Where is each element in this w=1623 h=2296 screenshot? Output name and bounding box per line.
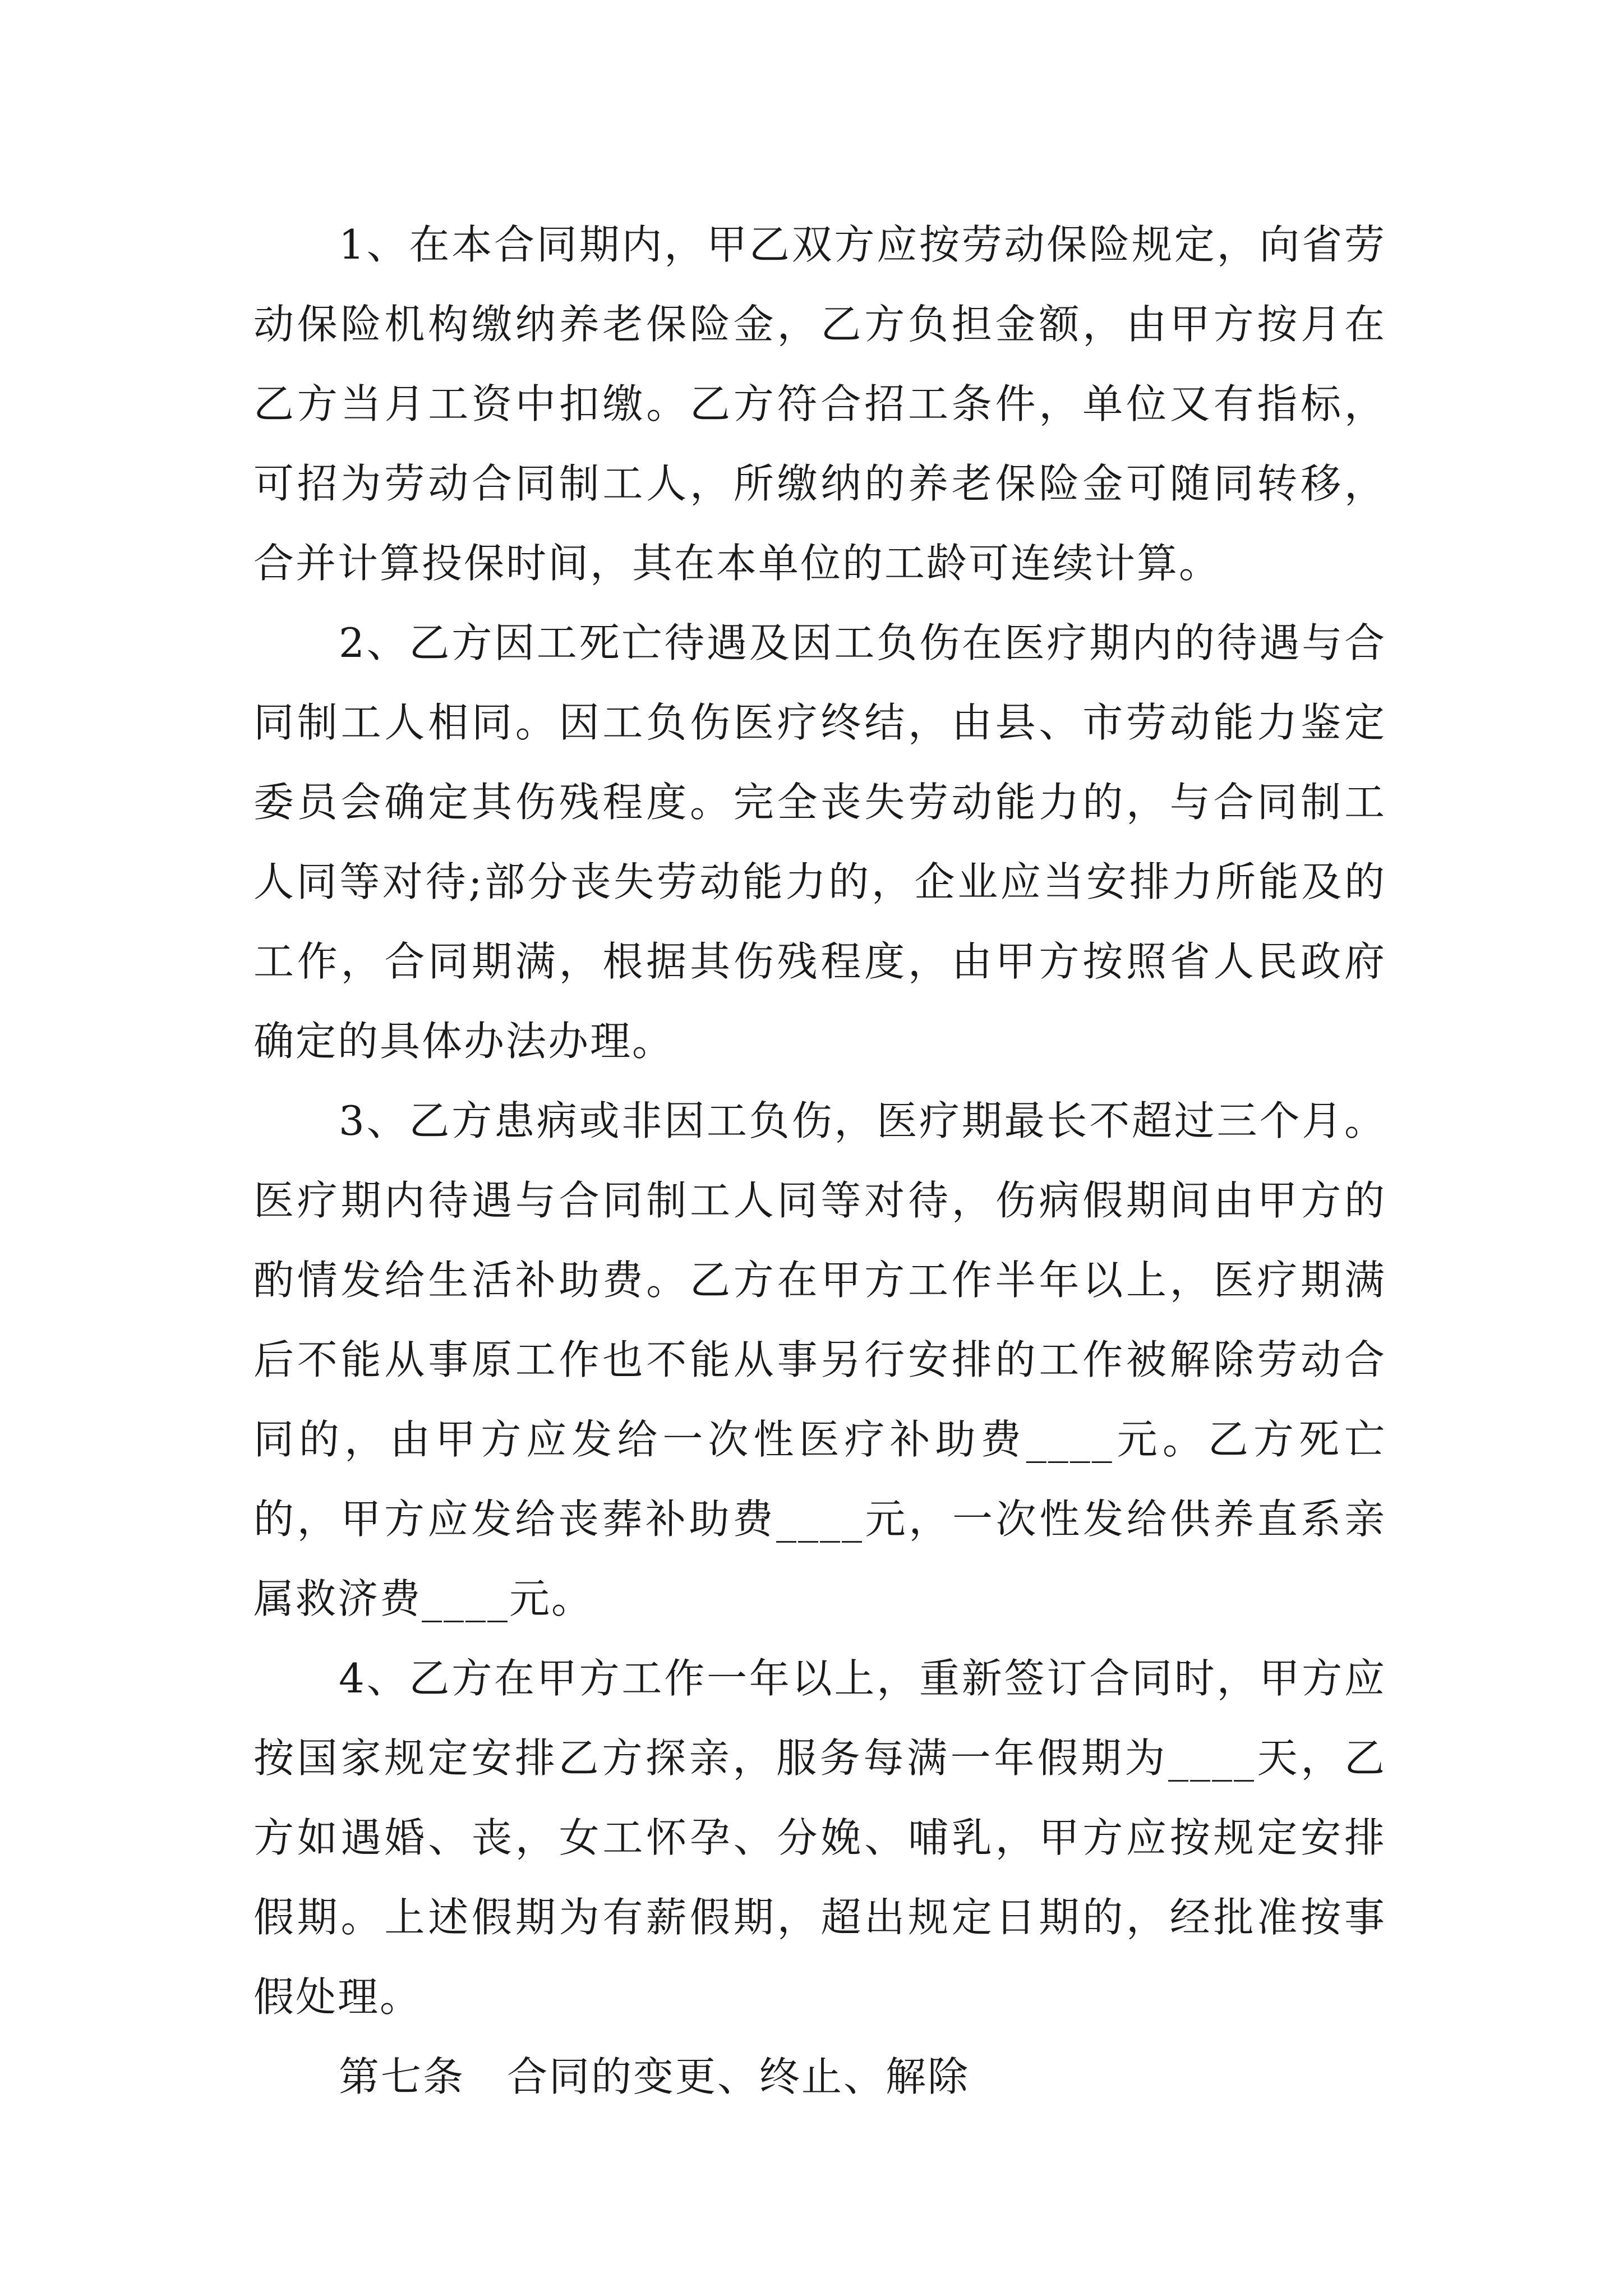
article-heading: 第七条 合同的变更、终止、解除 bbox=[339, 2053, 970, 2100]
clause-paragraph-3: 3、乙方患病或非因工负伤，医疗期最长不超过三个月。医疗期内待遇与合同制工人同等对待，伤病假期间由甲方的酌情发给生活补助费。乙方在甲方工作半年以上，医疗期满后不能从事原工作也不能从事另行安排的工作被解除劳动合同的，由甲方应发给一次性医疗补助费____元。乙方死亡的，甲方应发给丧葬补助费____元，一次性发给供养直系亲属救济费____元。 bbox=[253, 1097, 1386, 1622]
clause-paragraph-2: 2、乙方因工死亡待遇及因工负伤在医疗期内的待遇与合同制工人相同。因工负伤医疗终结，由县、市劳动能力鉴定委员会确定其伤残程度。完全丧失劳动能力的，与合同制工人同等对待;部分丧失劳动能力的，企业应当安排力所能及的工作，合同期满，根据其伤残程度，由甲方按照省人民政府确定的具体办法办理。 bbox=[253, 619, 1386, 1065]
clause-paragraph-1: 1、在本合同期内，甲乙双方应按劳动保险规定，向省劳动保险机构缴纳养老保险金，乙方负担金额，由甲方按月在乙方当月工资中扣缴。乙方符合招工条件，单位又有指标，可招为劳动合同制工人，所缴纳的养老保险金可随同转移，合并计算投保时间，其在本单位的工龄可连续计算。 bbox=[253, 221, 1386, 587]
document-body bbox=[253, 205, 1386, 2116]
clause-paragraph-4: 4、乙方在甲方工作一年以上，重新签订合同时，甲方应按国家规定安排乙方探亲，服务每满一年假期为____天，乙方如遇婚、丧，女工怀孕、分娩、哺乳，甲方应按规定安排假期。上述假期为有薪假期，超出规定日期的，经批准按事假处理。 bbox=[253, 1655, 1386, 2021]
